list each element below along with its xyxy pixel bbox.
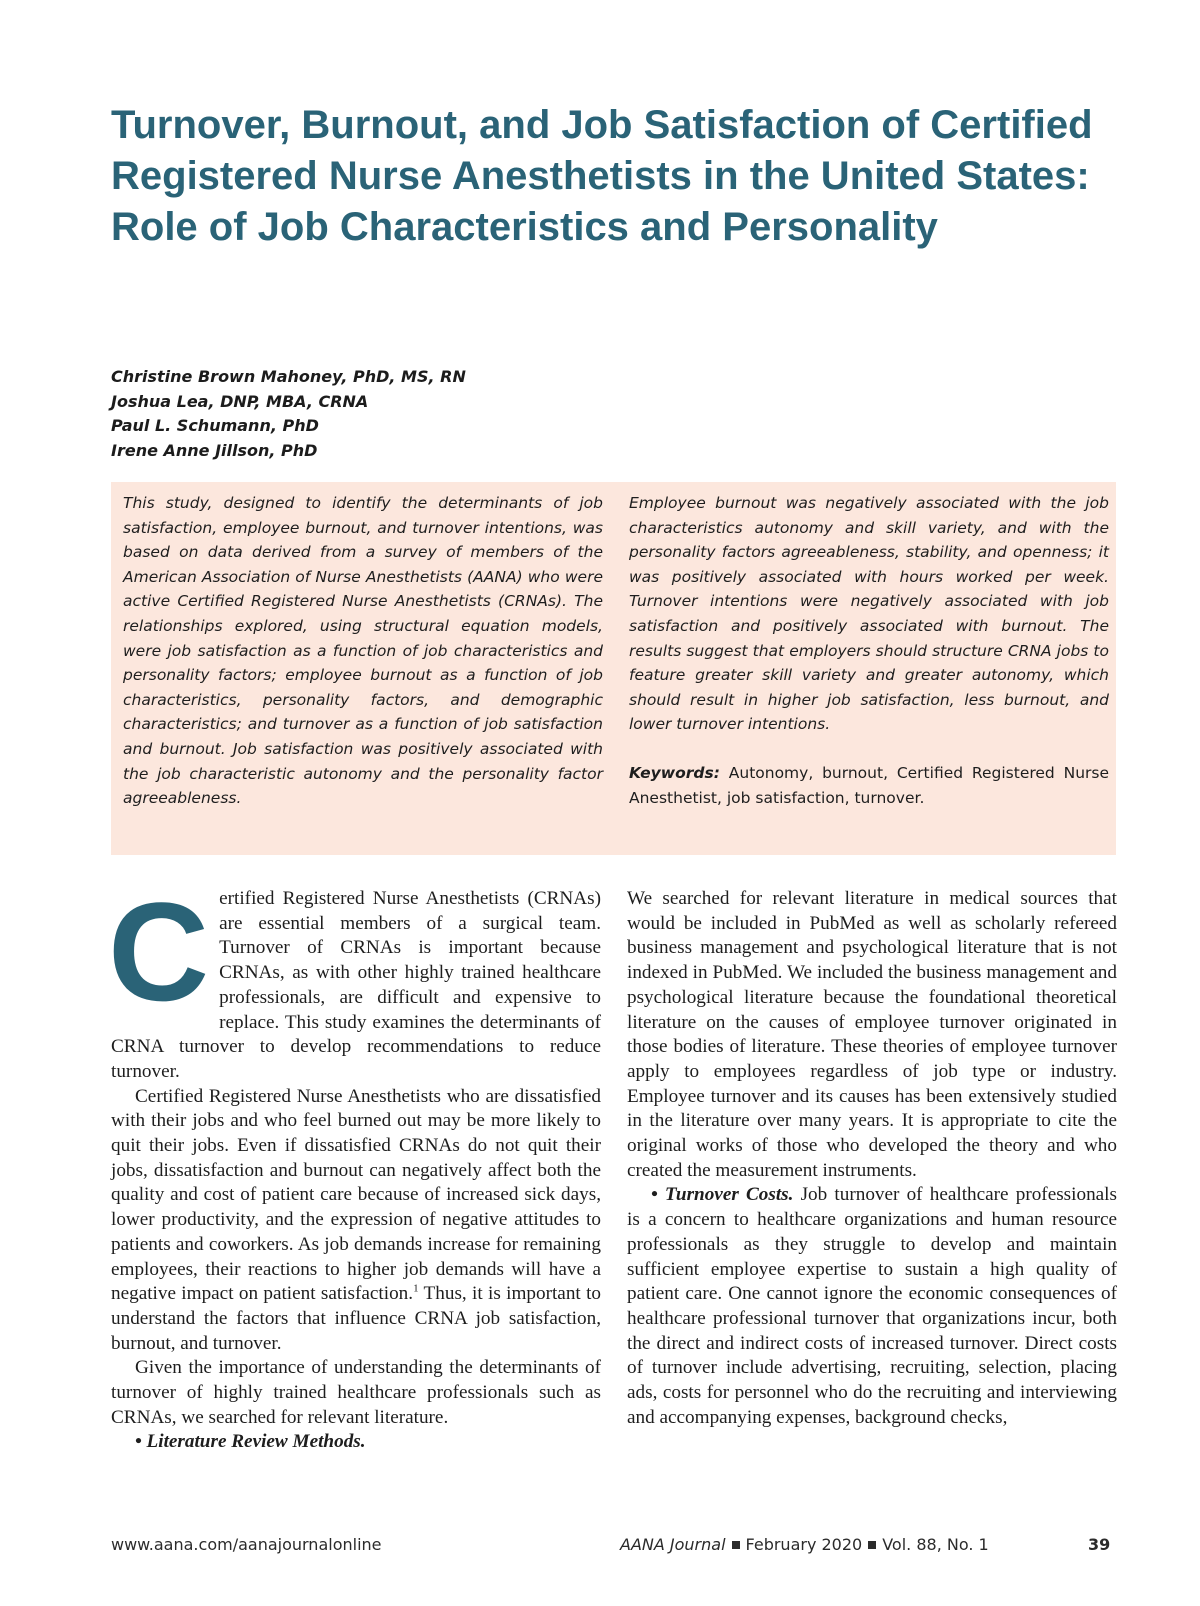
body-paragraph [108,873,601,1085]
body-paragraph [111,1356,601,1430]
page-number: 39 [1088,1535,1111,1554]
journal-info [620,1535,989,1554]
article-title: Turnover, Burnout, and Job Satisfaction of Certified Registered Nurse Anesthetists in the United States: Role of Job Characteristics and Personality [111,103,1093,249]
body-paragraph [111,1085,601,1357]
journal-name: AANA Journal [620,1535,726,1554]
drop-cap: C [108,873,210,1030]
abstract-box [111,482,1116,855]
paragraph-text: Job turnover of healthcare professionals is a concern to healthcare organizations and human resource professionals as they struggle to develop and maintain sufficient employee expertise to sustain a high quality of patient care. One cannot ignore the economic consequences of healthcare professional turnover that organizations incur, both the direct and indirect costs of increased turnover. Direct costs of turnover include advertising, recruiting, selection, placing ads, costs for personnel who do the recruiting and interviewing and accompanying expenses, background checks, [627,1184,1117,1428]
keywords-list: Autonomy, burnout, Certified Registered Nurse Anesthetist, job satisfaction, turnover. [629,763,1109,807]
body-right-column [627,887,1117,1430]
author: Christine Brown Mahoney, PhD, MS, RN [111,367,466,386]
separator-square-icon [868,1541,876,1549]
paragraph-text: ertified Registered Nurse Anesthetists (CRNAs) are essential members of a surgical team. Turnover of CRNAs is important because CRNAs, as with other highly trained healthcare professionals, are difficult and expensive to replace. This study examines the determinants of CRNA turnover to develop recommendations to reduce turnover. [111,888,601,1082]
abstract-text-right: Employee burnout was negatively associated with the job characteristics autonomy and skill variety, and with the personality factors agreeableness, stability, and openness; it was positively associated with hours worked per week. Turnover intentions were negatively associated with job satisfaction and positively associated with burnout. The results suggest that employers should structure CRNA jobs to feature greater skill variety and greater autonomy, which should result in higher job satisfaction, less burnout, and lower turnover intentions. [629,494,1109,734]
reference-marker: 1 [413,1282,419,1295]
author-list [111,365,466,463]
abstract-left-column [123,491,603,811]
separator-square-icon [732,1541,740,1549]
body-paragraph [627,1183,1117,1430]
page-footer [0,1535,1200,1559]
author: Joshua Lea, DNP, MBA, CRNA [111,391,369,411]
section-runin-heading: • Literature Review Methods. [135,1431,366,1453]
abstract-right-column [629,491,1109,810]
abstract-text-left: This study, designed to identify the determinants of job satisfaction, employee burnout, and turnover intentions, was based on data derived from a survey of members of the American Association of Nurse Anesthetists (AANA) who were active Certified Registered Nurse Anesthetists (CRNAs). The relationships explored, using structural equation models, were job satisfaction as a function of job characteristics and personality factors; employee burnout as a function of job characteristics, personality factors, and demographic characteristics; and turnover as a function of job satisfaction and burnout. Job satisfaction was positively associated with the job characteristic autonomy and the personality factor agreeableness. [123,494,603,808]
author: Paul L. Schumann, PhD [111,416,319,435]
body-paragraph-continued: We searched for relevant literature in medical sources that would be included in PubMed as well as scholarly refereed business management and psychological literature that is not indexed in PubMed. We included the business management and psychological literature because the foundational theoretical literature on the causes of employee turnover originated in those bodies of literature. These theories of employee turnover apply to employees regardless of job type or industry. Employee turnover and its causes has been extensively studied in the literature over many years. It is appropriate to cite the original works of those who developed the theory and who created the measurement instruments. [627,888,1117,1181]
paragraph-text: Given the importance of understanding the determinants of turnover of highly trained healthcare professionals such as CRNAs, we searched for relevant literature. [111,1357,601,1428]
author: Irene Anne Jillson, PhD [111,440,318,460]
section-runin-heading: • Turnover Costs. [651,1184,794,1206]
keywords-label: Keywords: [629,763,720,782]
body-left-column [108,873,601,1455]
paragraph-text: Certified Registered Nurse Anesthetists who are dissatisfied with their jobs and who feel burned out may be more likely to quit their jobs. Even if dissatisfied CRNAs do not quit their jobs, dissatisfaction and burnout can negatively affect both the quality and cost of patient care because of increased sick days, lower productivity, and the expression of negative attitudes to patients and coworkers. As job demands increase for remaining employees, their reactions to higher job demands will have a negative impact on patient satisfaction. [111,1085,601,1305]
keywords [629,761,1109,810]
journal-url[interactable]: www.aana.com/aanajournalonline [111,1535,382,1554]
volume-number: Vol. 88, No. 1 [882,1535,989,1554]
paragraph-text: Thus, it is important to understand the factors that influence CRNA job satisfaction, burnout, and turnover. [111,1283,601,1354]
body-paragraph [111,1430,601,1455]
issue-date: February 2020 [745,1535,863,1554]
